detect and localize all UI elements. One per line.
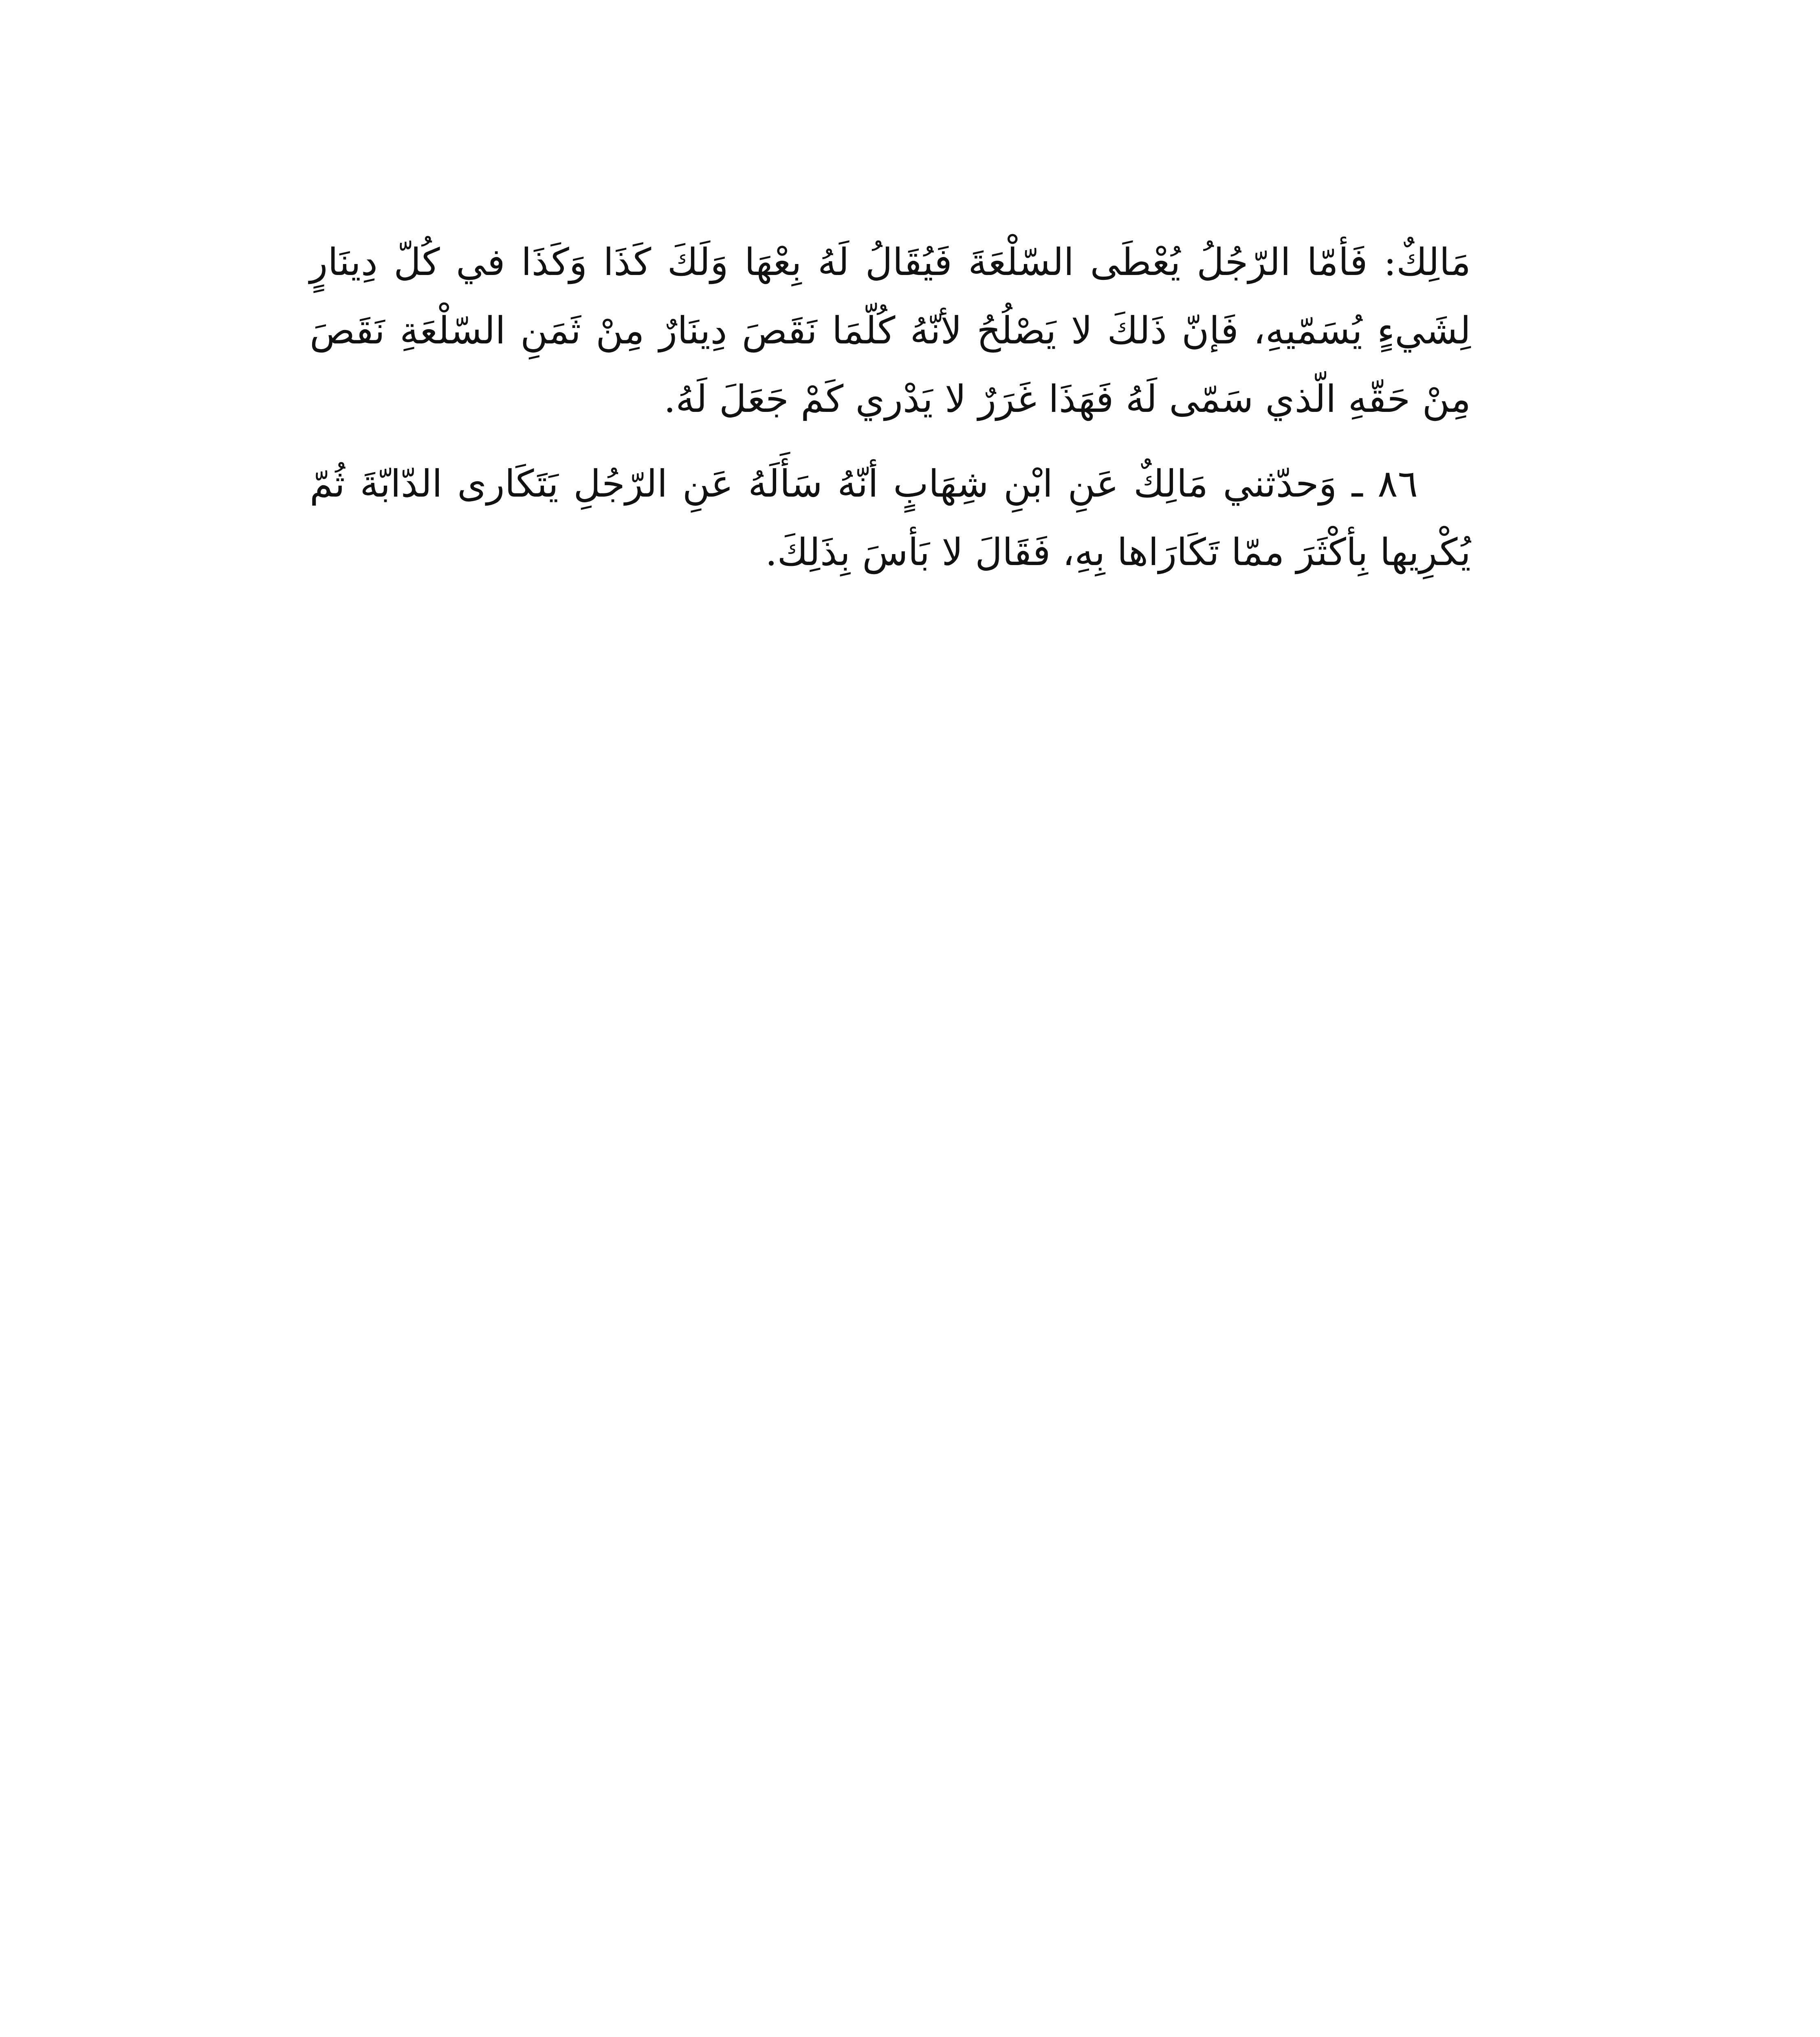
body-text — [310, 228, 1471, 587]
paragraph-hadith-86: ٨٦ ـ وَحدّثني مَالِكٌ عَنِ ابْنِ شِهَابٍ أنّهُ سَأَلَهُ عَنِ الرّجُلِ يَتَكَارى الدّابّةَ ثُمّ يُكْرِيها بِأكْثَرَ ممّا تَكَارَاها بِهِ، فَقَالَ لا بَأسَ بِذَلِكَ. — [310, 462, 1471, 574]
paragraph-malik-commentary: مَالِكٌ: فَأمّا الرّجُلُ يُعْطَى السّلْعَةَ فَيُقَالُ لَهُ بِعْهَا وَلَكَ كَذَا وَكَذَا في كُلّ دِينَارٍ لِشَيءٍ يُسَمّيهِ، فَإنّ ذَلكَ لا يَصْلُحُ لأنّهُ كُلّمَا نَقَصَ دِينَارٌ مِنْ ثَمَنِ السّلْعَةِ نَقَصَ مِنْ حَقّهِ الّذي سَمّى لَهُ فَهَذَا غَرَرٌ لا يَدْري كَمْ جَعَلَ لَهُ. — [310, 240, 1471, 421]
